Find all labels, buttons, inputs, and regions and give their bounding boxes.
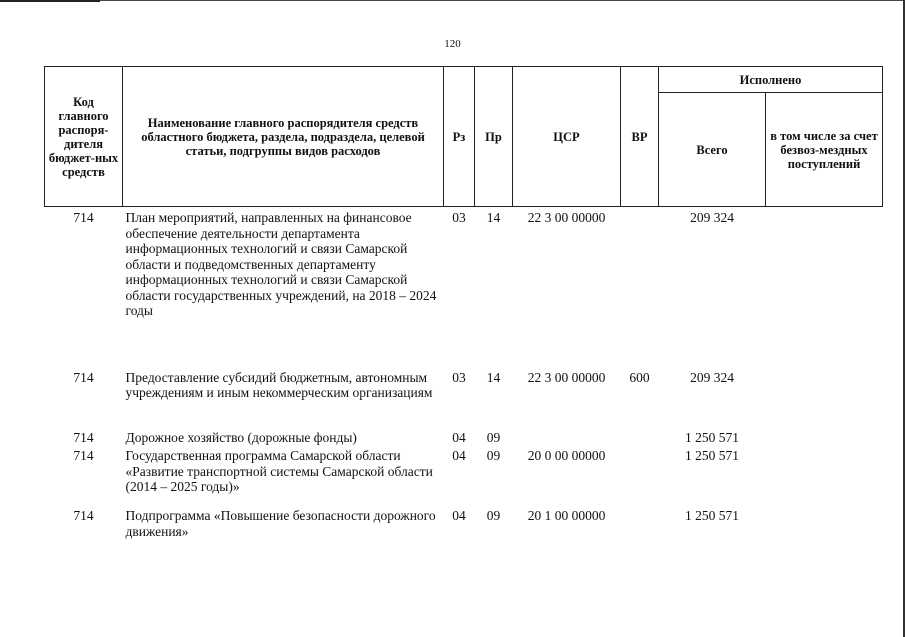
scan-edge-corner <box>0 0 100 2</box>
table-row <box>45 505 883 545</box>
cell-rz: 04 <box>452 448 466 463</box>
cell-incl <box>766 207 883 367</box>
header-executed: Исполнено <box>659 67 883 93</box>
cell-name: Дорожное хозяйство (дорожные фонды) <box>125 429 357 445</box>
table-header <box>45 67 883 207</box>
cell-pr: 09 <box>486 448 501 463</box>
cell-incl <box>766 367 883 427</box>
cell-incl <box>766 427 883 446</box>
table-row <box>45 427 883 446</box>
cell-code: 714 <box>73 429 94 445</box>
cell-pr: 09 <box>486 508 501 523</box>
cell-name: Подпрограмма «Повышение безопасности дорожного движения» <box>125 508 436 539</box>
cell-vr <box>621 505 659 545</box>
cell-vr <box>621 427 659 446</box>
cell-total: 209 324 <box>690 210 734 225</box>
header-vr: ВР <box>621 67 659 207</box>
cell-name: План мероприятий, направленных на финансовое обеспечение деятельности департамента информационных технологий и связи Самарской области и подведомственных департаменту информационных технологий и связи Самарской области государственных учреждений, на 2018 – 2024 годы <box>125 210 437 318</box>
page-number: 120 <box>444 38 461 50</box>
cell-name: Государственная программа Самарской области «Развитие транспортной системы Самарской области (2014 – 2025 годы)» <box>125 448 433 494</box>
cell-incl <box>766 445 883 505</box>
cell-code: 714 <box>73 210 94 225</box>
header-name: Наименование главного распорядителя средств областного бюджета, раздела, подраздела, целевой статьи, подгруппы видов расходов <box>123 67 444 207</box>
cell-total: 1 250 571 <box>685 508 739 523</box>
cell-vr <box>621 207 659 367</box>
cell-vr: 600 <box>629 369 650 385</box>
cell-incl <box>766 505 883 545</box>
header-total: Всего <box>659 93 766 207</box>
header-code: Код главного распоря-дителя бюджет-ных средств <box>45 67 123 207</box>
cell-pr: 14 <box>486 210 501 225</box>
cell-rz: 04 <box>452 508 466 523</box>
table-row <box>45 207 883 367</box>
cell-rz: 03 <box>452 210 466 225</box>
cell-pr: 14 <box>486 369 501 385</box>
cell-rz: 04 <box>452 429 466 445</box>
cell-code: 714 <box>73 369 94 385</box>
cell-vr <box>621 445 659 505</box>
scan-edge-top <box>0 0 905 1</box>
cell-total: 1 250 571 <box>685 429 739 445</box>
cell-csr <box>513 427 621 446</box>
cell-name: Предоставление субсидий бюджетным, автономным учреждениям и иным некоммерческим организациям <box>125 369 433 400</box>
cell-total: 1 250 571 <box>685 448 739 463</box>
table-row <box>45 445 883 505</box>
cell-csr: 22 3 00 00000 <box>527 210 606 225</box>
header-incl: в том числе за счет безвоз-мездных поступлений <box>766 93 883 207</box>
budget-table <box>44 66 883 545</box>
cell-total: 209 324 <box>690 369 734 385</box>
cell-pr: 09 <box>486 429 501 445</box>
cell-csr: 20 0 00 00000 <box>527 448 606 463</box>
cell-csr: 22 3 00 00000 <box>527 369 606 385</box>
cell-code: 714 <box>73 448 94 463</box>
cell-csr: 20 1 00 00000 <box>527 508 606 523</box>
cell-code: 714 <box>73 508 94 523</box>
table-body <box>45 207 883 546</box>
header-pr: Пр <box>475 67 513 207</box>
table-row <box>45 367 883 427</box>
cell-rz: 03 <box>452 369 466 385</box>
header-csr: ЦСР <box>513 67 621 207</box>
header-rz: Рз <box>444 67 475 207</box>
